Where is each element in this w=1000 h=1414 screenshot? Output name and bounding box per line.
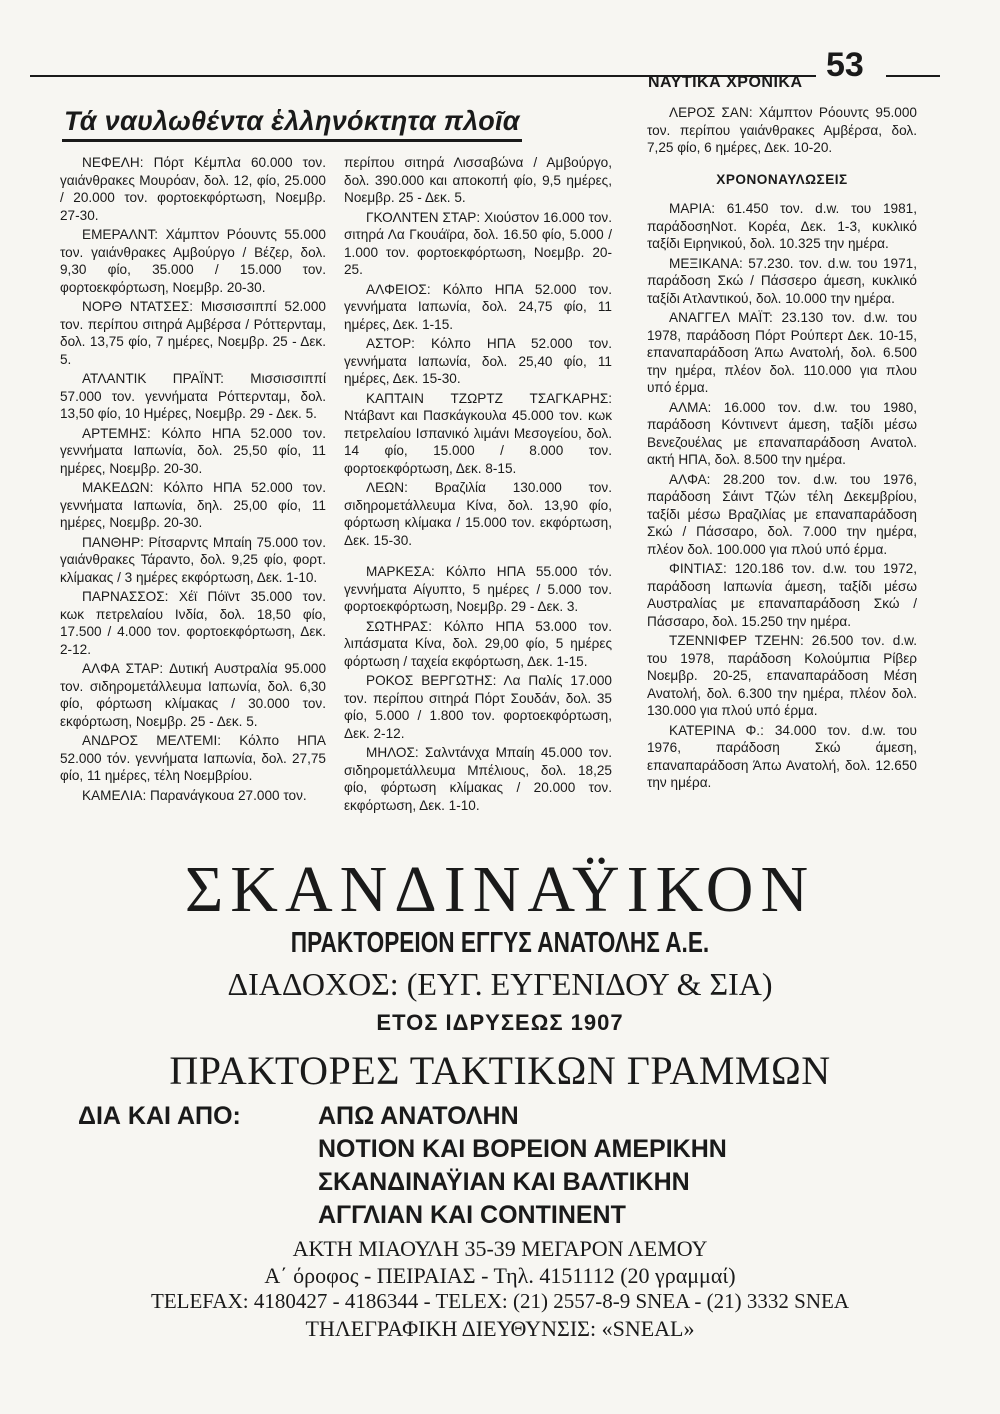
- charter-entry: περίπου σιτηρά Λισσαβώνα / Αμβούργο, δολ. 390.000 και αποκοπή φίο, 9,5 ημέρες, Νοεμβρ. 25 - Δεκ. 5.: [344, 155, 612, 205]
- header-rule-right: [886, 75, 940, 77]
- ad-founded: ΕΤΟΣ ΙΔΡΥΣΕΩΣ 1907: [376, 1010, 624, 1035]
- charter-entry: ΑΣΤΟΡ: Κόλπο ΗΠΑ 52.000 τον. γεννήματα Ιαπωνία, δολ. 25,40 φίο, 11 ημέρες, Δεκ. 15-30.: [344, 336, 612, 386]
- ad-routes-label: ΔΙΑ ΚΑΙ ΑΠΟ:: [78, 1102, 241, 1130]
- charter-entry: ΑΝΔΡΟΣ ΜΕΛΤΕΜΙ: Κόλπο ΗΠΑ 52.000 τόν. γεννήματα Ιαπωνία, δολ. 27,75 φίο, 11 ημέρες, τέλη Νοεμβρίου.: [60, 733, 326, 783]
- ad-route: ΑΠΩ ΑΝΑΤΟΛΗΝ: [318, 1102, 519, 1130]
- ad-address-street: ΑΚΤΗ ΜΙΑΟΥΛΗ 35-39 ΜΕΓΑΡΟΝ ΛΕΜΟΥ: [292, 1236, 708, 1261]
- ad-agents-heading: ΠΡΑΚΤΟΡΕΣ ΤΑΚΤΙΚΩΝ ΓΡΑΜΜΩΝ: [169, 1048, 831, 1093]
- ad-address-telefax: TELEFAX: 4180427 - 4186344 - TELEX: (21) 2557-8-9 SNEA - (21) 3332 SNEA: [151, 1289, 849, 1313]
- charter-entry: ΣΩΤΗΡΑΣ: Κόλπο ΗΠΑ 53.000 τον. λιπάσματα Κίνα, δολ. 29,00 φίο, 5 ημέρες φόρτωση / ταχεία εκφόρτωση, Δεκ. 1-15.: [344, 618, 612, 669]
- ad-address-phone: Α΄ όροφος - ΠΕΙΡΑΙΑΣ - Τηλ. 4151112 (20 γραμμαί): [264, 1263, 736, 1288]
- charter-entry: ΡΟΚΟΣ ΒΕΡΓΩΤΗΣ: Λα Παλίς 17.000 τον. περίπου σιτηρά Πόρτ Σουδάν, δολ. 35 φίο, 5.000 / 1.800 τον. φορτοεκφόρτωση, Δεκ. 2-12.: [344, 673, 612, 741]
- magazine-title: ΝΑΥΤΙΚΑ ΧΡΟΝΙΚΑ: [648, 74, 803, 91]
- charter-entry: ΜΑΡΚΕΣΑ: Κόλπο ΗΠΑ 55.000 τόν. γεννήματα Αίγυπτο, 5 ημέρες / 5.000 τον. φορτοεκφόρτωση, Νοεμβρ. 29 - Δεκ. 3.: [344, 564, 612, 614]
- charter-entry: ΑΛΦΑ ΣΤΑΡ: Δυτική Αυστραλία 95.000 τον. σιδηρομετάλλευμα Ιαπωνία, δολ. 6,30 φίο, φόρτωση κλίμακας / 30.000 τον. εκφόρτωση, Νοεμβρ. 25 - Δεκ. 5.: [60, 661, 326, 729]
- ad-subtitle: ΠΡΑΚΤΟΡΕΙΟΝ ΕΓΓΥΣ ΑΝΑΤΟΛΗΣ Α.Ε.: [290, 927, 710, 959]
- charter-entry: ΑΤΛΑΝΤΙΚ ΠΡΑΪΝΤ: Μισσισσιππί 57.000 τον. γεννήματα Ρόττερνταμ, δολ. 13,50 φίο, 10 Ημέρες, Νοεμβρ. 29 - Δεκ. 5.: [60, 371, 326, 421]
- time-charter-entry: ΑΛΦΑ: 28.200 τον. d.w. του 1976, παράδοση Σάιντ Τζών τέλη Δεκεμβρίου, ταξίδι μέσω Βραζιλίας με επαναπαράδοση Σκώ / Πάσσαρο, δολ. 7.000 την ημέρα, πλέον δολ. 100.000 για πλού υπό έρμα.: [647, 471, 917, 557]
- time-charter-entry: ΑΛΜΑ: 16.000 τον. d.w. του 1980, παράδοση Κόντινεντ άμεση, ταξίδι μέσω Βενεζουέλας με επαναπαράδοση Ανατολ. ακτή ΗΠΑ, δολ. 8.500 την ημέρα.: [647, 399, 917, 467]
- charter-entry: ΚΑΠΤΑΙΝ ΤΖΩΡΤΖ ΤΣΑΓΚΑΡΗΣ: Ντάβαντ και Πασκάγκουλα 45.000 τον. κωκ πετρελαίου Ισπανικό λιμάνι Μεσογείου, δολ. 14 φίο, 15.000 / 8.000 τον. φορτοεκφόρτωση, Δεκ. 8-15.: [344, 390, 612, 476]
- charter-entry: ΕΜΕΡΑΛΝΤ: Χάμπτον Ρόουντς 55.000 τον. γαιάνθρακες Αμβούργο / Βέζερ, δολ. 9,30 φίο, 35.000 / 15.000 τον. φορτοεκφόρτωση, Νοεμβρ. 20-30.: [60, 227, 326, 295]
- time-charter-entry: ΑΝΑΓΓΕΛ ΜΑΪΤ: 23.130 τον. d.w. του 1978, παράδοση Πόρτ Ρούπερτ Δεκ. 10-15, επαναπαράδοση Άπω Ανατολή, δολ. 6.500 την ημέρα, πλέον δολ. 110.000 για πλου υπό έρμα.: [647, 310, 917, 395]
- ad-successor: ΔΙΑΔΟΧΟΣ: (ΕΥΓ. ΕΥΓΕΝΙΔΟΥ & ΣΙΑ): [227, 966, 773, 1002]
- time-charter-entry: ΜΑΡΙΑ: 61.450 τον. d.w. του 1981, παράδοσηΝοτ. Κορέα, Δεκ. 1-3, κυκλικό ταξίδι Ειρηνικού, δολ. 10.325 την ημέρα.: [647, 201, 917, 251]
- charter-column-1: [60, 154, 326, 806]
- charter-entry: ΜΗΛΟΣ: Σαλντάνχα Μπαίη 45.000 τον. σιδηρομετάλλευμα Μπέλιους, δολ. 18,25 φίο, φόρτωση κλίμακας / 20.000 τον. εκφόρτωση, Δεκ. 1-10.: [344, 745, 612, 813]
- charter-entry: ΛΕΡΟΣ ΣΑΝ: Χάμπτον Ρόουντς 95.000 τον. περίπου γαιάνθρακες Αμβέρσα, δολ. 7,25 φίο, 6 ημέρες, Δεκ. 10-20.: [647, 105, 917, 155]
- charter-entry: ΑΡΤΕΜΗΣ: Κόλπο ΗΠΑ 52.000 τον. γεννήματα Ιαπωνία, δολ. 25,50 φίο, 11 ημέρες, Νοεμβρ. 20-30.: [60, 425, 326, 476]
- charter-column-2: [344, 154, 612, 816]
- charter-entry: ΜΑΚΕΔΩΝ: Κόλπο ΗΠΑ 52.000 τον. γεννήματα Ιαπωνία, δηλ. 25,00 φίο, 11 ημέρες, Νοεμβρ. 20-30.: [60, 480, 326, 530]
- charter-entry: ΚΑΜΕΛΙΑ: Παρανάγκουα 27.000 τον.: [82, 787, 307, 803]
- section-title: Τά ναυλωθέντα ἑλληνόκτητα πλοῖα: [62, 104, 522, 142]
- charter-entry: ΠΑΝΘΗΡ: Ρίτσαρντς Μπαίη 75.000 τον. γαιάνθρακες Τάραντο, δολ. 9,25 φίο, φορτ. κλίμακας / 3 ημέρες εκφόρτωση, Δεκ. 1-10.: [60, 534, 326, 585]
- charter-entry: ΝΕΦΕΛΗ: Πόρτ Κέμπλα 60.000 τον. γαιάνθρακες Μουρόαν, δολ. 12, φίο, 25.000 / 20.000 τον. φορτοεκφόρτωση, Νοεμβρ. 27-30.: [60, 155, 326, 223]
- page-number: 53: [826, 46, 864, 84]
- time-charter-entry: ΤΖΕΝΝΙΦΕΡ ΤΖΕΗΝ: 26.500 τον. d.w. του 1978, παράδοση Κολούμπια Ρίβερ Νοεμβρ. 20-25, επαναπαράδοση Μέση Ανατολή, δολ. 6.300 την ημέρα, πλέον δολ. 130.000 για πλού υπό έρμα.: [647, 633, 917, 718]
- time-charters-heading: ΧΡΟΝΟΝΑΥΛΩΣΕΙΣ: [716, 171, 848, 187]
- ad-route: ΣΚΑΝΔΙΝΑΫΙΑΝ ΚΑΙ ΒΑΛΤΙΚΗΝ: [318, 1168, 690, 1196]
- ad-brand-name: ΣΚΑΝΔΙΝΑΫΙΚΟΝ: [184, 853, 816, 926]
- charter-entry: ΝΟΡΘ ΝΤΑΤΣΕΣ: Μισσισσιππί 52.000 τον. περίπου σιτηρά Αμβέρσα / Ρόττερνταμ, δολ. 13,75 φίο, 7 ημέρες, Νοεμβρ. 25 - Δεκ. 5.: [60, 299, 326, 367]
- time-charter-entry: ΚΑΤΕΡΙΝΑ Φ.: 34.000 τον. d.w. του 1976, παράδοση Σκώ άμεση, επαναπαράδοση Άπω Ανατολή, δολ. 12.650 την ημέρα.: [647, 722, 917, 790]
- time-charter-entry: ΦΙΝΤΙΑΣ: 120.186 τον. d.w. του 1972, παράδοση Ιαπωνία άμεση, ταξίδι μέσω Αυστραλίας με επαναπαράδοση Σκώ / Πάσσαρο, δολ. 15.250 την ημέρα.: [647, 561, 917, 629]
- ad-route: ΝΟΤΙΟΝ ΚΑΙ ΒΟΡΕΙΟΝ ΑΜΕΡΙΚΗΝ: [318, 1135, 727, 1163]
- charter-entry: ΓΚΟΛΝΤΕΝ ΣΤΑΡ: Χιούστον 16.000 τον. σιτηρά Λα Γκουάϊρα, δολ. 16.50 φίο, 5.000 / 1.000 τον. φορτοεκφόρτωση, Νοεμβρ. 20-25.: [344, 209, 612, 277]
- charter-entry: ΑΛΦΕΙΟΣ: Κόλπο ΗΠΑ 52.000 τον. γεννήματα Ιαπωνία, δολ. 24,75 φίο, 11 ημέρες, Δεκ. 1-15.: [344, 281, 612, 332]
- charter-column-3: [647, 104, 917, 794]
- charter-entry: ΠΑΡΝΑΣΣΟΣ: Χέϊ Πόϊντ 35.000 τον. κωκ πετρελαίου Ινδία, δολ. 18,50 φίο, 17.500 / 4.000 τον. φορτοεκφόρτωση, Δεκ. 2-12.: [60, 589, 326, 657]
- time-charter-entry: ΜΕΞΙΚΑΝΑ: 57.230. τον. d.w. του 1971, παράδοση Σκώ / Πάσσερο άμεση, κυκλικό ταξίδι Ατλαντικού, δολ. 10.000 την ημέρα.: [647, 255, 917, 306]
- ad-address-telegraph: ΤΗΛΕΓΡΑΦΙΚΗ ΔΙΕΥΘΥΝΣΙΣ: «SNEAL»: [305, 1316, 695, 1341]
- ad-routes-list: [318, 1100, 727, 1232]
- charter-entry: ΛΕΩΝ: Βραζιλία 130.000 τον. σιδηρομετάλλευμα Κίνα, δολ. 13,90 φίο, φόρτωση κλίμακα / 15.000 τον. εκφόρτωση, Δεκ. 15-30.: [344, 480, 612, 548]
- ad-route: ΑΓΓΛΙΑΝ ΚΑΙ CONTINENT: [318, 1201, 626, 1229]
